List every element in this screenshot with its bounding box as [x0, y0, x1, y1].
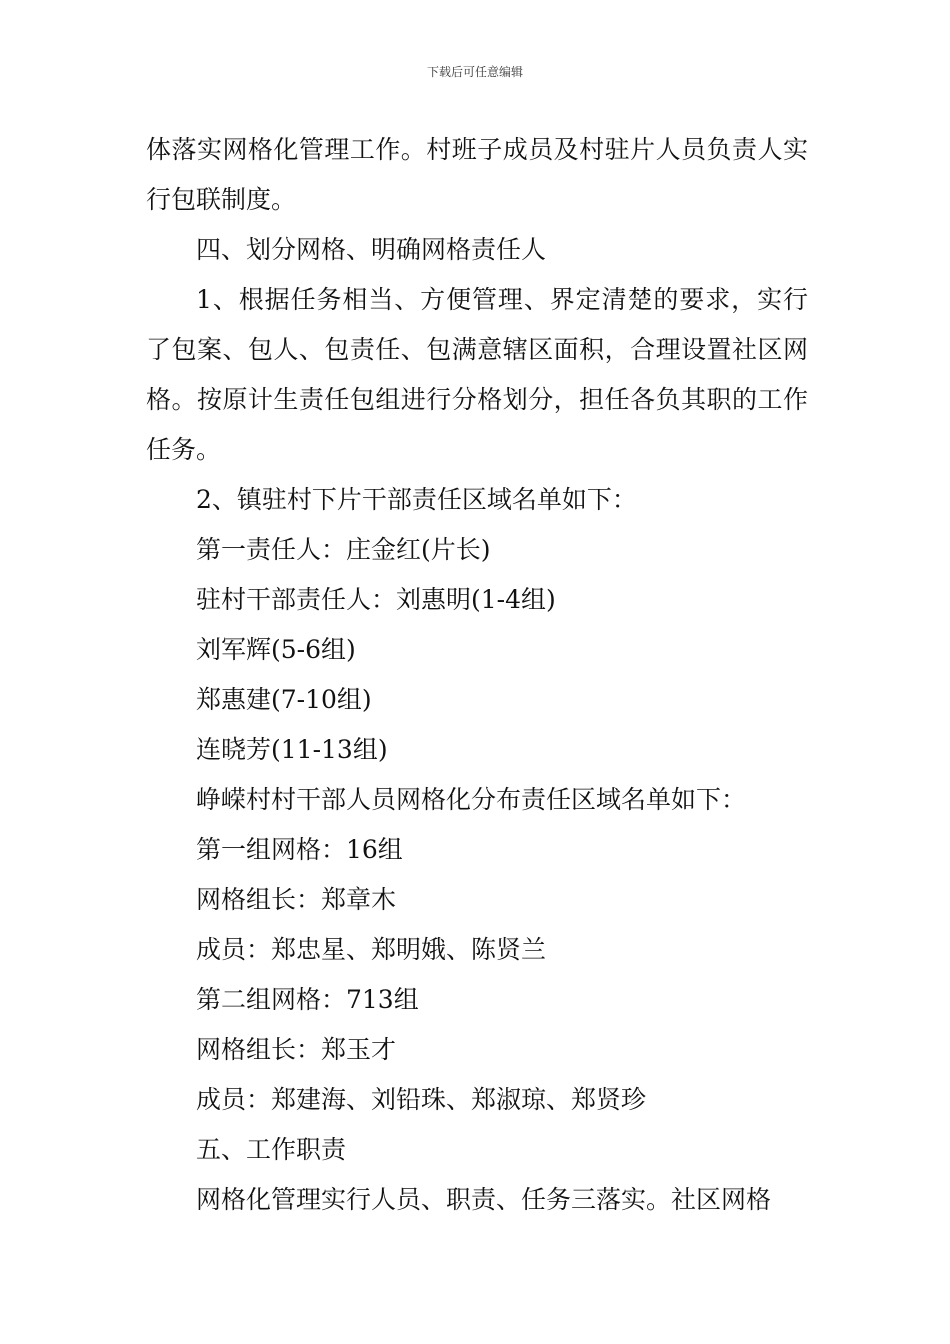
paragraph-3: 1、根据任务相当、方便管理、界定清楚的要求，实行了包案、包人、包责任、包满意辖区面积，合理设置社区网格。按原计生责任包组进行分格划分，担任各负其职的工作任务。 [146, 285, 808, 464]
section-heading-4: 四、划分网格、明确网格责任人 [196, 235, 547, 264]
list-line: 网格组长：郑章木 [196, 885, 397, 914]
list-line: 第一组网格：16组 [196, 835, 403, 864]
document-body [146, 125, 808, 1225]
list-line: 网格组长：郑玉才 [196, 1035, 397, 1064]
paragraph-18: 网格化管理实行人员、职责、任务三落实。社区网格 [196, 1185, 772, 1214]
list-line: 第二组网格：713组 [196, 985, 419, 1014]
paragraph-4: 2、镇驻村下片干部责任区域名单如下： [196, 485, 637, 514]
list-line: 第一责任人：庄金红(片长) [196, 535, 491, 564]
page-header: 下载后可任意编辑 [426, 65, 523, 79]
list-line: 刘军辉(5-6组) [196, 635, 356, 664]
paragraph-10: 峥嵘村村干部人员网格化分布责任区域名单如下： [196, 785, 747, 814]
list-line: 驻村干部责任人：刘惠明(1-4组) [196, 585, 556, 614]
section-heading-5: 五、工作职责 [196, 1135, 347, 1164]
list-line: 连晓芳(11-13组) [196, 735, 388, 764]
list-line: 成员：郑建海、刘铅珠、郑淑琼、郑贤珍 [196, 1085, 647, 1114]
list-line: 郑惠建(7-10组) [196, 685, 372, 714]
list-line: 成员：郑忠星、郑明娥、陈贤兰 [196, 935, 547, 964]
paragraph-1: 体落实网格化管理工作。村班子成员及村驻片人员负责人实行包联制度。 [146, 135, 808, 214]
